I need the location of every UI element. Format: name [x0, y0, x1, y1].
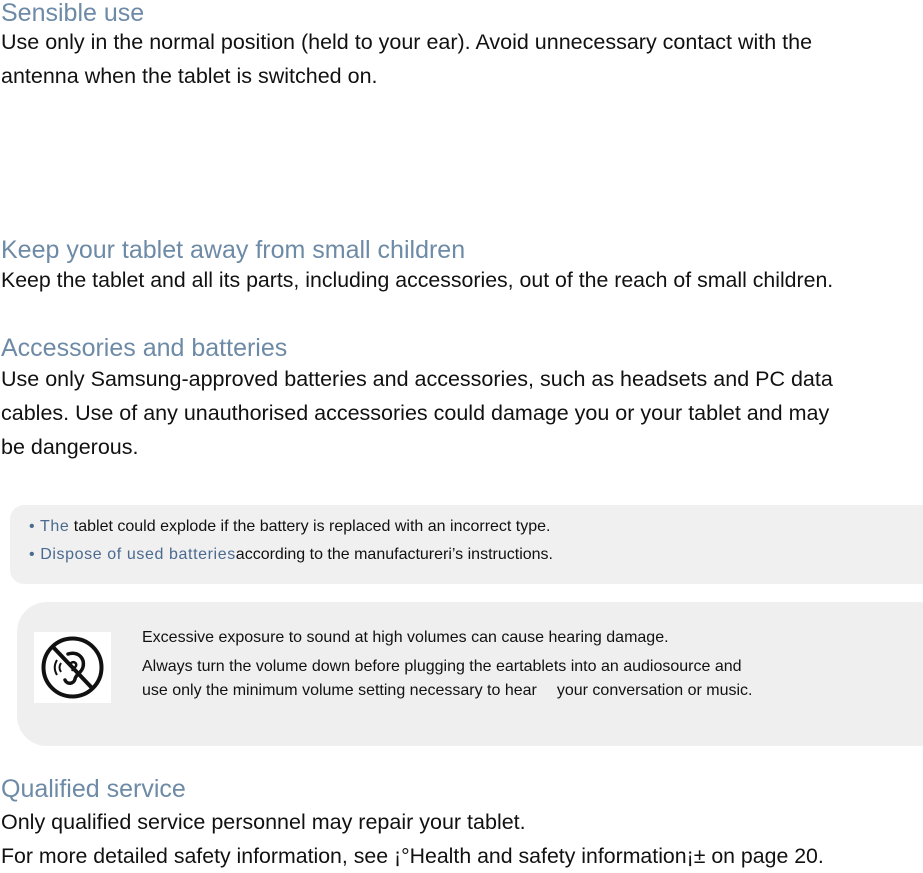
qualified-service-heading: Qualified service: [1, 775, 186, 803]
battery-note-item-1: [29, 517, 551, 537]
battery-note-box: [10, 505, 923, 584]
hearing-warning-line-3: [142, 680, 753, 702]
battery-note-item-1-prefix: • The: [29, 518, 70, 535]
battery-note-item-1-text: tablet could explode if the battery is replaced with an incorrect type.: [73, 518, 551, 535]
sensible-use-heading: Sensible use: [1, 0, 145, 27]
hearing-warning-line-3b: your conversation or music.: [556, 682, 753, 699]
hearing-warning-line-2b: tablets into an audiosource and: [519, 658, 742, 675]
hearing-warning-line-1: Excessive exposure to sound at high volumes can cause hearing damage.: [142, 629, 669, 646]
children-heading: Keep your tablet away from small children: [1, 236, 466, 264]
accessories-heading: Accessories and batteries: [1, 334, 288, 362]
hearing-warning-line-3a: use only the minimum volume setting necessary to hear: [142, 682, 537, 699]
accessories-line-1: Use only Samsung-approved batteries and accessories, such as headsets and PC data: [1, 367, 833, 391]
hearing-protection-icon: [34, 632, 111, 703]
hearing-warning-line-2a: Always turn the volume down before plugging the ear: [142, 658, 520, 675]
battery-note-item-2-prefix: • Dispose of used batteries: [29, 546, 236, 563]
qualified-service-line-1: Only qualified service personnel may repair your tablet.: [1, 810, 526, 834]
sensible-use-line-2: antenna when the tablet is switched on.: [1, 64, 378, 88]
accessories-line-2: cables. Use of any unauthorised accessories could damage you or your tablet and may: [1, 401, 830, 425]
hearing-warning-box: [17, 602, 923, 746]
accessories-line-3: be dangerous.: [1, 435, 139, 459]
sensible-use-line-1: Use only in the normal position (held to your ear). Avoid unnecessary contact with the: [1, 30, 813, 54]
battery-note-item-2: [29, 545, 553, 565]
hearing-warning-line-2: [142, 656, 742, 678]
battery-note-item-2-text: according to the manufactureri’s instructions.: [235, 546, 553, 563]
qualified-service-line-2: For more detailed safety information, see ¡°Health and safety information¡± on page 20.: [1, 844, 824, 868]
children-line-1: Keep the tablet and all its parts, including accessories, out of the reach of small children.: [1, 268, 834, 292]
